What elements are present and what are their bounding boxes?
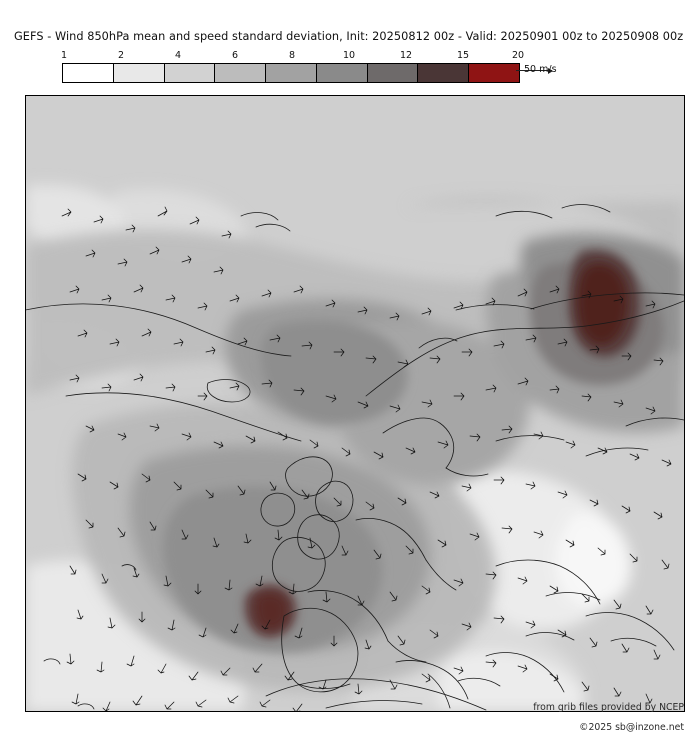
colorbar-tick-4: 6: [231, 50, 239, 61]
colorbar-swatches: [62, 63, 520, 83]
data-source-credit: from grib files provided by NCEP: [533, 702, 684, 713]
colorbar-swatch-7: [368, 64, 419, 82]
colorbar-tick-3: 4: [174, 50, 182, 61]
colorbar-swatch-8: [418, 64, 469, 82]
copyright-credit: ©2025 sb@inzone.net: [579, 722, 684, 733]
colorbar-tick-labels: [60, 50, 525, 62]
colorbar-tick-5: 8: [288, 50, 296, 61]
colorbar-tick-9: 20: [511, 50, 525, 61]
page-title: GEFS - Wind 850hPa mean and speed standard deviation, Init: 20250812 00z - Valid: 20250901 00z to 20250908 00z: [14, 30, 684, 43]
map-figure: [26, 96, 684, 711]
colorbar-swatch-6: [317, 64, 368, 82]
colorbar-swatch-2: [114, 64, 165, 82]
colorbar-swatch-9: [469, 64, 519, 82]
colorbar-swatch-4: [215, 64, 266, 82]
colorbar-tick-6: 10: [342, 50, 356, 61]
colorbar-tick-7: 12: [399, 50, 413, 61]
map-panel[interactable]: [25, 95, 685, 712]
std-deviation-shading: [26, 96, 684, 711]
unit-text: m/s: [539, 64, 557, 75]
colorbar-tick-1: 1: [60, 50, 68, 61]
colorbar-swatch-5: [266, 64, 317, 82]
colorbar-tick-8: 15: [456, 50, 470, 61]
colorbar-tick-2: 2: [117, 50, 125, 61]
colorbar-swatch-1: [63, 64, 114, 82]
colorbar: [60, 50, 525, 83]
colorbar-swatch-3: [165, 64, 216, 82]
colorbar-unit-label: [524, 64, 557, 75]
reference-vector-value: 50: [524, 64, 537, 75]
